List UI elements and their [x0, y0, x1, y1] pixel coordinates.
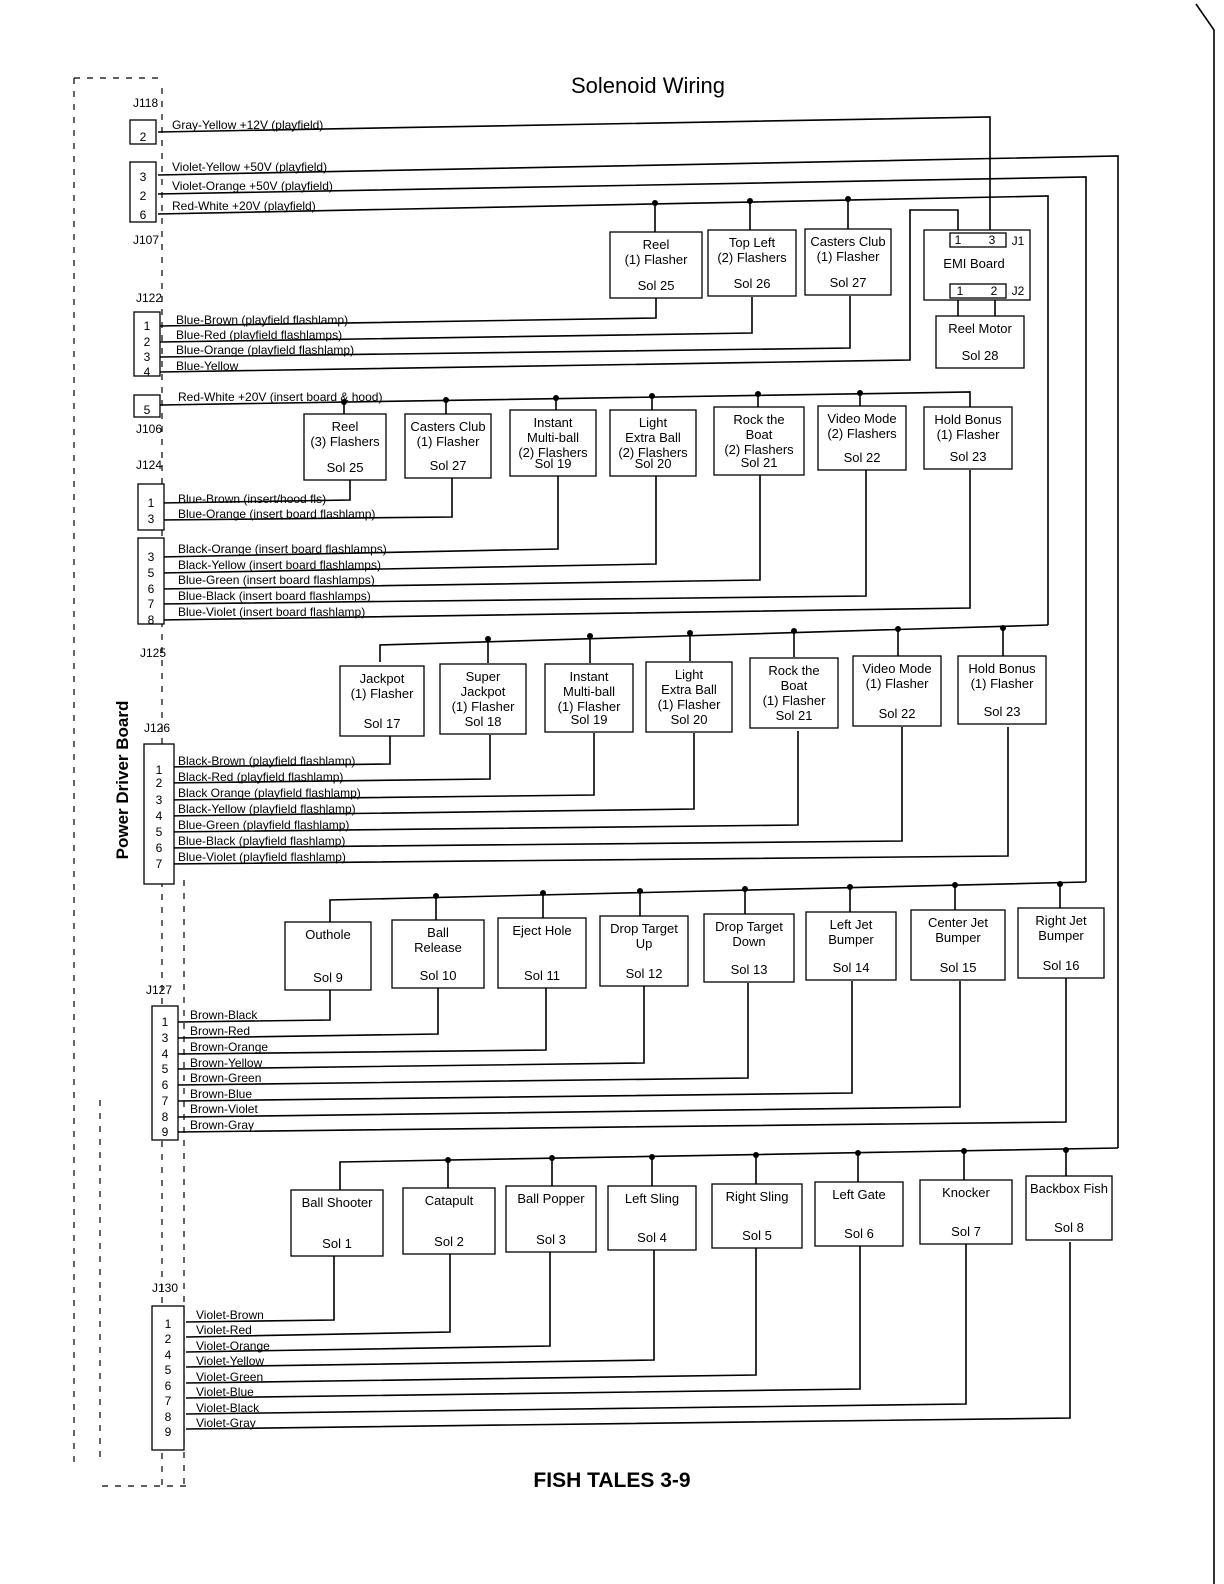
box-sol-number: Sol 1 — [322, 1236, 352, 1251]
wire-label-blue-orange-playfield-flashlamp: Blue-Orange (playfield flashlamp) — [176, 343, 355, 357]
box-label-line: Boat — [745, 427, 773, 442]
connector-pin-number: 7 — [155, 857, 163, 871]
connector-pin-number: 1 — [161, 1015, 169, 1029]
box-label-line: Rock the — [733, 412, 785, 427]
connector-pin-number: 4 — [143, 365, 151, 379]
wire-label-blue-brown-playfield-flashlamp: Blue-Brown (playfield flashlamp) — [176, 313, 349, 327]
junction-dot — [753, 1152, 759, 1158]
connector-name: J126 — [144, 721, 171, 735]
box-label-line: Jackpot — [460, 684, 506, 699]
junction-dot — [895, 626, 901, 632]
row2-box-hold-bonus-1-flasher-sol-23 — [924, 407, 1012, 469]
connector-pin-number: 3 — [139, 170, 147, 184]
junction-dot — [1057, 881, 1063, 887]
wire-label-black-brown-playfield-flashlamp: Black-Brown (playfield flashlamp) — [178, 754, 356, 768]
box-sol-number: Sol 13 — [730, 962, 768, 977]
wire-label-violet-red: Violet-Red — [196, 1323, 252, 1337]
component-boxes — [285, 229, 1112, 1256]
connector-pin-number: 6 — [155, 841, 163, 855]
box-label-line: Hold Bonus — [934, 412, 1002, 427]
box-label-line: Release — [414, 940, 462, 955]
box-sol-number: Sol 4 — [637, 1230, 667, 1245]
connector-pin-number: 7 — [147, 597, 155, 611]
junction-dot — [687, 630, 693, 636]
box-label-line: Catapult — [424, 1193, 474, 1208]
connector-pin-number: 2 — [164, 1332, 172, 1346]
box-sol-number: Sol 23 — [949, 449, 987, 464]
box-label-line: Jackpot — [359, 671, 405, 686]
junction-dot — [553, 395, 559, 401]
wire-label-black-yellow-playfield-flashlamp: Black-Yellow (playfield flashlamp) — [178, 802, 356, 816]
connector-name: J106 — [136, 422, 163, 436]
box-sol-number: Sol 9 — [313, 970, 343, 985]
box-label-line: Hold Bonus — [968, 661, 1036, 676]
junction-dot — [791, 628, 797, 634]
connector-j118 — [130, 96, 323, 144]
connector-pin-number: 1 — [143, 319, 151, 333]
box-label-line: Super — [465, 669, 501, 684]
box-sol-number: Sol 8 — [1054, 1220, 1084, 1235]
connector-pin-number: 5 — [161, 1062, 169, 1076]
box-sol-number: Sol 20 — [670, 712, 708, 727]
connector-pin-number: 5 — [147, 566, 155, 580]
row4-box-right-jet-bumper-sol-16 — [1018, 908, 1104, 978]
box-label-line: Outhole — [305, 927, 351, 942]
junction-dot — [857, 390, 863, 396]
wire-label-brown-violet: Brown-Violet — [190, 1102, 258, 1116]
box-label-line: Drop Target — [715, 919, 783, 934]
wire-label-black-red-playfield-flashlamp: Black-Red (playfield flashlamp) — [178, 770, 344, 784]
box-label-line: (1) Flasher — [350, 686, 414, 701]
row5-box-ball-popper-sol-3 — [506, 1186, 596, 1252]
box-label-line: Knocker — [942, 1185, 990, 1200]
connector-j107 — [130, 160, 333, 247]
row3-box-super-jackpot-1-flasher-sol-18 — [440, 664, 526, 734]
box-sol-number: Sol 7 — [951, 1224, 981, 1239]
junction-dot — [961, 1148, 967, 1154]
box-label-line: (2) Flashers — [717, 250, 787, 265]
connector-name: J130 — [152, 1281, 179, 1295]
box-sol-number: Sol 3 — [536, 1232, 566, 1247]
wire-label-violet-orange-50v-playfield: Violet-Orange +50V (playfield) — [172, 179, 333, 193]
emi-pin-1b: 1 — [956, 284, 964, 298]
box-label-line: (1) Flasher — [865, 676, 929, 691]
connector-pin-number: 5 — [155, 825, 163, 839]
connector-name: J124 — [136, 458, 163, 472]
box-label-line: Left Sling — [624, 1191, 680, 1206]
box-label-line: (1) Flasher — [451, 699, 515, 714]
box-label-line: Light — [638, 415, 668, 430]
connector-pin-number: 9 — [164, 1425, 172, 1439]
wire-label-violet-black: Violet-Black — [196, 1401, 260, 1415]
wire-label-brown-green: Brown-Green — [190, 1071, 262, 1085]
connector-pin-number: 2 — [139, 189, 147, 203]
box-label-line: (2) Flashers — [518, 445, 588, 460]
power-driver-board-label: Power Driver Board — [113, 700, 132, 860]
connector-pin-number: 9 — [161, 1125, 169, 1139]
wire-label-blue-violet-insert-board-flashlamp: Blue-Violet (insert board flashlamp) — [178, 605, 366, 619]
row4-box-drop-target-down-sol-13 — [704, 914, 794, 982]
box-sol-number: Sol 21 — [775, 708, 813, 723]
connector-pin-number: 2 — [143, 335, 151, 349]
wire-label-black-yellow-insert-board-flashlamps: Black-Yellow (insert board flashlamps) — [178, 558, 381, 572]
emi-j2-label: J2 — [1011, 284, 1025, 298]
junction-dot — [1000, 625, 1006, 631]
box-label-line: Center Jet — [928, 915, 988, 930]
row2-box-video-mode-2-flashers-sol-22 — [818, 406, 906, 470]
box-label-line: Ball Popper — [517, 1191, 585, 1206]
box-label-line: Instant — [533, 415, 573, 430]
wire-label-brown-yellow: Brown-Yellow — [190, 1056, 263, 1070]
wire-label-blue-red-playfield-flashlamps: Blue-Red (playfield flashlamps) — [176, 328, 343, 342]
box-label-line: Rock the — [768, 663, 820, 678]
wire-label-violet-yellow-50v-playfield: Violet-Yellow +50V (playfield) — [172, 160, 328, 174]
junction-dot — [755, 391, 761, 397]
junction-dot — [443, 397, 449, 403]
row4-box-center-jet-bumper-sol-15 — [911, 910, 1005, 980]
row3-box-light-extra-ball-1-flasher-sol-20 — [646, 662, 732, 732]
connector-pin-number: 8 — [147, 613, 155, 627]
box-label-line: (1) Flasher — [816, 249, 880, 264]
connector-pin-number: 8 — [164, 1410, 172, 1424]
junction-dot — [649, 393, 655, 399]
connector-pin-number: 6 — [147, 582, 155, 596]
junction-dot — [485, 636, 491, 642]
wire-label-red-white-20v-playfield: Red-White +20V (playfield) — [172, 199, 316, 213]
emi-j1-label: J1 — [1011, 234, 1025, 248]
wire-label-violet-yellow: Violet-Yellow — [196, 1354, 265, 1368]
row2-box-rock-the-boat-2-flashers-sol-21 — [714, 407, 804, 475]
row1-box-top-left-2-flashers-sol-26 — [708, 230, 796, 296]
connector-pin-number: 7 — [164, 1394, 172, 1408]
connector-name: J122 — [136, 291, 163, 305]
connector-pin-number: 4 — [155, 809, 163, 823]
connector-pin-number: 1 — [155, 763, 163, 777]
wire-label-blue-yellow: Blue-Yellow — [176, 359, 239, 373]
wire-label-blue-green-playfield-flashlamp: Blue-Green (playfield flashlamp) — [178, 818, 350, 832]
row2-box-reel-3-flashers-sol-25 — [304, 414, 386, 480]
box-label-line: Reel Motor — [948, 321, 1012, 336]
box-label-line: (1) Flasher — [624, 252, 688, 267]
row4-box-eject-hole-sol-11 — [498, 918, 586, 988]
box-label-line: Left Jet — [829, 917, 873, 932]
row4-box-ball-release-sol-10 — [392, 920, 484, 988]
connector-pin-number: 3 — [155, 793, 163, 807]
box-label-line: (2) Flashers — [724, 442, 794, 457]
connector-pin-number: 7 — [161, 1094, 169, 1108]
box-sol-number: Sol 27 — [829, 275, 867, 290]
box-sol-number: Sol 27 — [429, 458, 467, 473]
row5-box-left-sling-sol-4 — [608, 1186, 696, 1250]
junction-dot — [845, 196, 851, 202]
box-label-line: (2) Flashers — [827, 426, 897, 441]
row3-box-hold-bonus-1-flasher-sol-23 — [958, 656, 1046, 724]
junction-dot — [649, 1154, 655, 1160]
wire-label-violet-green: Violet-Green — [196, 1370, 264, 1384]
motor-box-reel-motor-sol-28 — [936, 316, 1024, 368]
connector-pin-number: 4 — [161, 1047, 169, 1061]
connector-pin-number: 2 — [139, 130, 147, 144]
wire-label-brown-blue: Brown-Blue — [190, 1087, 253, 1101]
junction-dot — [742, 886, 748, 892]
wire-label-brown-orange: Brown-Orange — [190, 1040, 269, 1054]
box-sol-number: Sol 21 — [740, 455, 778, 470]
row3-box-rock-the-boat-1-flasher-sol-21 — [750, 658, 838, 728]
row1-box-casters-club-1-flasher-sol-27 — [805, 229, 891, 295]
connector-pin-number: 3 — [143, 350, 151, 364]
box-sol-number: Sol 16 — [1042, 958, 1080, 973]
box-label-line: (1) Flasher — [970, 676, 1034, 691]
box-label-line: Reel — [642, 237, 670, 252]
box-label-line: Right Jet — [1035, 913, 1087, 928]
box-sol-number: Sol 19 — [534, 456, 572, 471]
emi-pin-2: 2 — [990, 284, 998, 298]
emi-board — [924, 230, 1030, 300]
wire-label-blue-green-insert-board-flashlamps: Blue-Green (insert board flashlamps) — [178, 573, 375, 587]
row3-box-jackpot-1-flasher-sol-17 — [340, 666, 424, 736]
box-label-line: (1) Flasher — [416, 434, 480, 449]
wire-label-black-orange-insert-board-flashlamps: Black-Orange (insert board flashlamps) — [178, 542, 387, 556]
junction-dot — [855, 1150, 861, 1156]
junction-dot — [652, 200, 658, 206]
diagram-title: Solenoid Wiring — [570, 73, 726, 98]
box-label-line: Light — [674, 667, 704, 682]
row5-box-backbox-fish-sol-8 — [1026, 1176, 1112, 1240]
box-label-line: Ball — [427, 925, 449, 940]
wire-label-blue-black-playfield-flashlamp: Blue-Black (playfield flashlamp) — [178, 834, 346, 848]
junction-dot — [952, 882, 958, 888]
box-label-line: Boat — [780, 678, 808, 693]
box-sol-number: Sol 28 — [961, 348, 999, 363]
row5-box-right-sling-sol-5 — [712, 1184, 802, 1248]
wire-label-gray-yellow-12v-playfield: Gray-Yellow +12V (playfield) — [172, 118, 324, 132]
connector-name: J118 — [133, 96, 159, 110]
row2-box-casters-club-1-flasher-sol-27 — [405, 414, 491, 478]
box-label-line: Bumper — [1038, 928, 1084, 943]
box-label-line: Multi-ball — [562, 684, 616, 699]
wire-label-violet-gray: Violet-Gray — [196, 1416, 256, 1430]
box-sol-number: Sol 26 — [733, 276, 771, 291]
box-label-line: Bumper — [935, 930, 981, 945]
emi-pin-3: 3 — [988, 233, 996, 247]
box-sol-number: Sol 17 — [363, 716, 401, 731]
box-label-line: (1) Flasher — [936, 427, 1000, 442]
box-label-line: Left Gate — [832, 1187, 886, 1202]
connector-j122 — [134, 291, 354, 379]
box-label-line: Video Mode — [827, 411, 897, 426]
connector-pin-number: 3 — [161, 1031, 169, 1045]
row4-box-drop-target-up-sol-12 — [600, 916, 688, 986]
box-label-line: Extra Ball — [625, 430, 681, 445]
connector-pin-number: 6 — [164, 1379, 172, 1393]
wire-label-blue-black-insert-board-flashlamps: Blue-Black (insert board flashlamps) — [178, 589, 371, 603]
page-footer: FISH TALES 3-9 — [533, 1469, 691, 1492]
connector-name: J107 — [133, 233, 160, 247]
box-label-line: Top Left — [728, 235, 776, 250]
connector-pin-number: 6 — [139, 208, 147, 222]
connector-name: J127 — [146, 983, 173, 997]
wire-label-brown-red: Brown-Red — [190, 1024, 251, 1038]
box-label-line: Drop Target — [610, 921, 678, 936]
row2-box-instant-multi-ball-2-flashers-sol-19 — [510, 410, 596, 476]
connector-j130 — [152, 1281, 270, 1450]
box-sol-number: Sol 25 — [326, 460, 364, 475]
box-sol-number: Sol 18 — [464, 714, 502, 729]
connector-pin-number: 3 — [147, 550, 155, 564]
wire-label-violet-orange: Violet-Orange — [196, 1339, 270, 1353]
connector-pin-number: 2 — [155, 776, 163, 790]
box-sol-number: Sol 11 — [524, 968, 560, 983]
junction-dot — [1063, 1147, 1069, 1153]
box-sol-number: Sol 23 — [983, 704, 1021, 719]
emi-board-label: EMI Board — [943, 256, 1005, 271]
junction-dot — [637, 888, 643, 894]
wire-label-violet-brown: Violet-Brown — [196, 1308, 264, 1322]
row3-box-video-mode-1-flasher-sol-22 — [853, 656, 941, 726]
box-sol-number: Sol 14 — [832, 960, 870, 975]
wire-label-blue-orange-insert-board-flashlamp: Blue-Orange (insert board flashlamp) — [178, 507, 376, 521]
box-sol-number: Sol 10 — [419, 968, 457, 983]
junction-dot — [847, 884, 853, 890]
box-label-line: (1) Flasher — [557, 699, 621, 714]
wire-label-blue-brown-insert-hood-fls: Blue-Brown (insert/hood fls) — [178, 492, 327, 506]
wire-label-black-orange-playfield-flashlamp: Black Orange (playfield flashlamp) — [178, 786, 361, 800]
box-label-line: Backbox Fish — [1029, 1181, 1109, 1196]
box-sol-number: Sol 20 — [634, 456, 672, 471]
connector-pin-number: 5 — [164, 1363, 172, 1377]
box-label-line: (2) Flashers — [618, 445, 688, 460]
connector-pin-number: 5 — [143, 403, 151, 417]
box-sol-number: Sol 2 — [434, 1234, 464, 1249]
row4-box-left-jet-bumper-sol-14 — [806, 912, 896, 980]
row3-box-instant-multi-ball-1-flasher-sol-19 — [545, 664, 633, 732]
row1-box-reel-1-flasher-sol-25 — [610, 232, 702, 298]
box-label-line: Casters Club — [410, 419, 486, 434]
row5-box-left-gate-sol-6 — [815, 1182, 903, 1246]
box-label-line: (3) Flashers — [310, 434, 380, 449]
row4-box-outhole-sol-9 — [285, 922, 371, 990]
junction-dot — [445, 1157, 451, 1163]
junction-dot — [549, 1155, 555, 1161]
wire-label-blue-violet-playfield-flashlamp: Blue-Violet (playfield flashlamp) — [178, 850, 346, 864]
box-label-line: Casters Club — [810, 234, 886, 249]
box-label-line: Reel — [331, 419, 359, 434]
box-label-line: Eject Hole — [512, 923, 572, 938]
emi-pin-1: 1 — [954, 233, 962, 247]
junction-dot — [433, 893, 439, 899]
box-sol-number: Sol 15 — [939, 960, 977, 975]
wire-label-brown-black: Brown-Black — [190, 1008, 258, 1022]
box-label-line: (1) Flasher — [762, 693, 826, 708]
connector-pin-number: 6 — [161, 1078, 169, 1092]
connector-pin-number: 8 — [161, 1110, 169, 1124]
box-label-line: Video Mode — [862, 661, 932, 676]
box-sol-number: Sol 5 — [742, 1228, 772, 1243]
box-sol-number: Sol 6 — [844, 1226, 874, 1241]
box-sol-number: Sol 22 — [843, 450, 881, 465]
connector-pin-number: 1 — [164, 1317, 172, 1331]
connector-pin-number: 1 — [147, 496, 155, 510]
junction-dot — [587, 633, 593, 639]
box-sol-number: Sol 19 — [570, 712, 608, 727]
row5-box-knocker-sol-7 — [920, 1180, 1012, 1244]
row5-box-catapult-sol-2 — [403, 1188, 495, 1254]
row5-box-ball-shooter-sol-1 — [291, 1190, 383, 1256]
box-label-line: Ball Shooter — [301, 1195, 373, 1210]
box-label-line: Up — [635, 936, 653, 951]
box-label-line: Instant — [569, 669, 609, 684]
wire-label-brown-gray: Brown-Gray — [190, 1118, 255, 1132]
wire-label-red-white-20v-insert-board-hood: Red-White +20V (insert board & hood) — [178, 390, 383, 404]
box-label-line: (1) Flasher — [657, 697, 721, 712]
box-label-line: Extra Ball — [661, 682, 717, 697]
box-label-line: Bumper — [828, 932, 874, 947]
box-sol-number: Sol 25 — [637, 278, 675, 293]
box-label-line: Multi-ball — [526, 430, 580, 445]
row2-box-light-extra-ball-2-flashers-sol-20 — [610, 410, 696, 476]
connector-j126 — [144, 721, 361, 884]
connector-pin-number: 3 — [147, 512, 155, 526]
junction-dot — [747, 198, 753, 204]
junction-dot — [540, 890, 546, 896]
box-sol-number: Sol 12 — [625, 966, 663, 981]
box-sol-number: Sol 22 — [878, 706, 916, 721]
connector-pin-number: 4 — [164, 1348, 172, 1362]
box-label-line: Right Sling — [725, 1189, 789, 1204]
connector-name: J125 — [140, 646, 167, 660]
wire-label-violet-blue: Violet-Blue — [196, 1385, 254, 1399]
box-label-line: Down — [732, 934, 766, 949]
